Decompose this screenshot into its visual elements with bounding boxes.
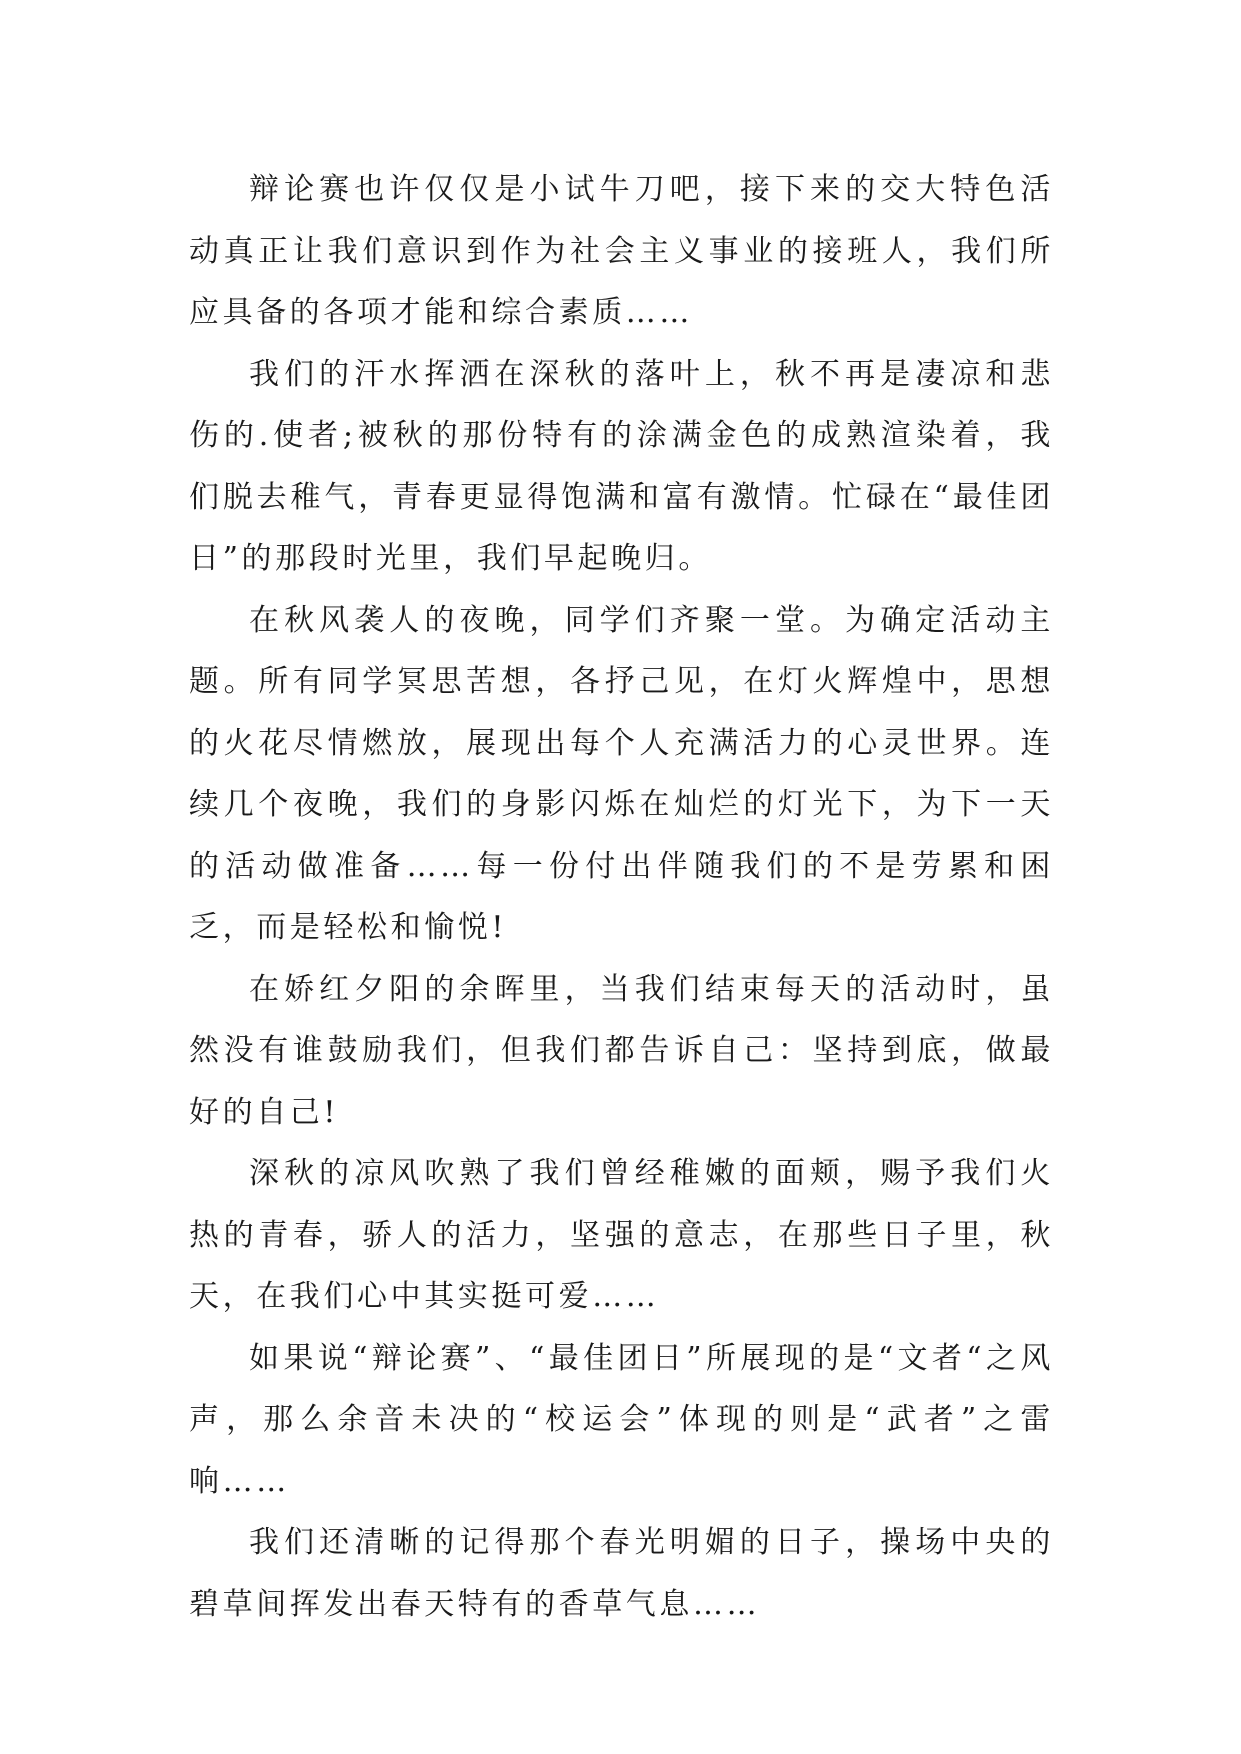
paragraph-4: 在娇红夕阳的余晖里，当我们结束每天的活动时，虽然没有谁鼓励我们，但我们都告诉自己：坚持到底，做最好的自己! bbox=[189, 971, 1054, 1130]
paragraph-7: 我们还清晰的记得那个春光明媚的日子，操场中央的碧草间挥发出春天特有的香草气息…… bbox=[189, 1525, 1054, 1622]
paragraph-3: 在秋风袭人的夜晚，同学们齐聚一堂。为确定活动主题。所有同学冥思苦想，各抒己见，在灯火辉煌中，思想的火花尽情燃放，展现出每个人充满活力的心灵世界。连续几个夜晚，我们的身影闪烁在灿烂的灯光下，为下一天的活动做准备……每一份付出伴随我们的不是劳累和困乏，而是轻松和愉悦! bbox=[189, 602, 1054, 945]
paragraph-1: 辩论赛也许仅仅是小试牛刀吧，接下来的交大特色活动真正让我们意识到作为社会主义事业的接班人，我们所应具备的各项才能和综合素质…… bbox=[189, 172, 1054, 330]
paragraph-6: 如果说“辩论赛”、“最佳团日”所展现的是“文者“之风声，那么余音未决的“校运会”体现的则是“武者”之雷响…… bbox=[189, 1340, 1054, 1499]
paragraph-5: 深秋的凉风吹熟了我们曾经稚嫩的面颊，赐予我们火热的青春，骄人的活力，坚强的意志，在那些日子里，秋天，在我们心中其实挺可爱…… bbox=[189, 1156, 1054, 1314]
document-body bbox=[189, 159, 1054, 1635]
paragraph-2: 我们的汗水挥洒在深秋的落叶上，秋不再是凄凉和悲伤的.使者;被秋的那份特有的涂满金色的成熟渲染着，我们脱去稚气，青春更显得饱满和富有激情。忙碌在“最佳团日”的那段时光里，我们早起晚归。 bbox=[189, 356, 1054, 576]
